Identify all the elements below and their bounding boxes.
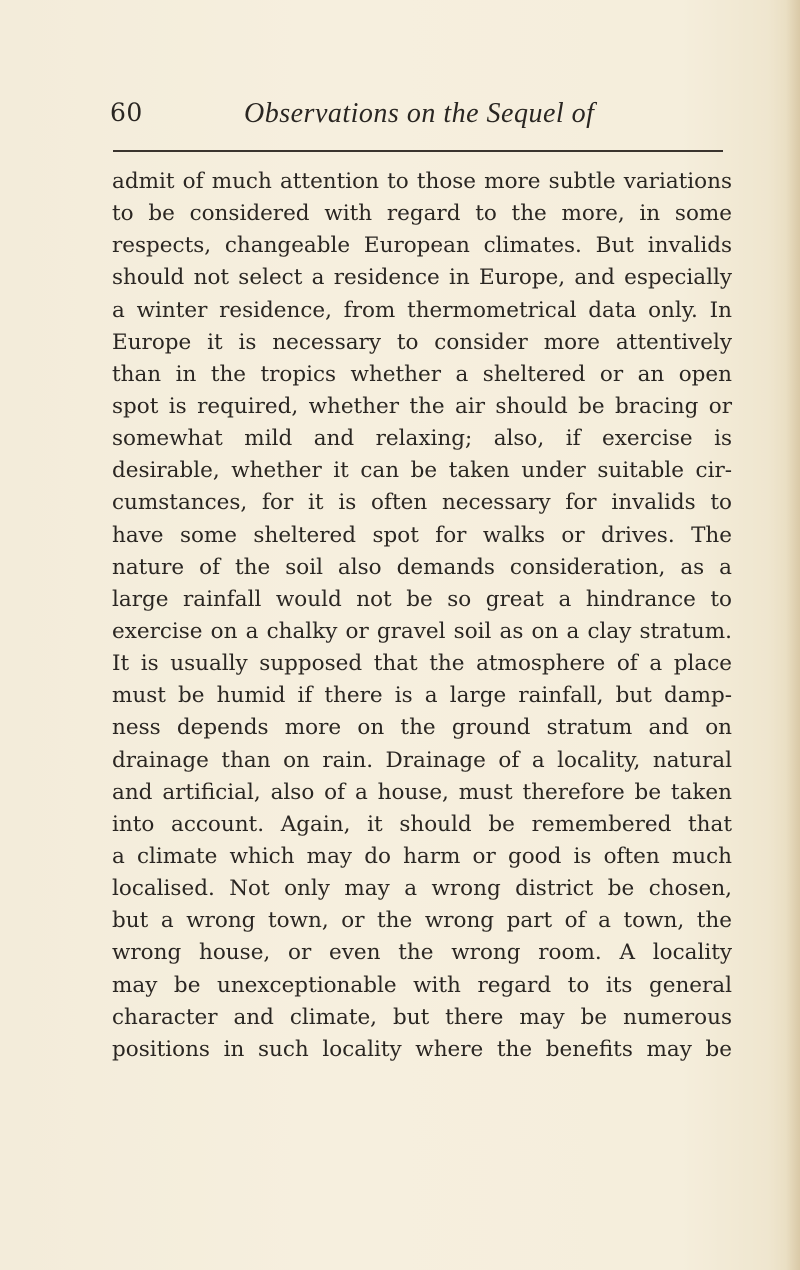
text-line: localised. Not only may a wrong district be chosen, xyxy=(112,876,732,902)
text-line: It is usually supposed that the atmosphere of a place xyxy=(112,651,732,677)
text-line: should not select a residence in Europe, and especially xyxy=(112,265,732,291)
text-line: to be considered with regard to the more, in some xyxy=(112,201,732,227)
text-line: positions in such locality where the benefits may be xyxy=(112,1036,732,1062)
text-line: exercise on a chalky or gravel soil as on a clay stratum. xyxy=(112,618,732,644)
text-line: somewhat mild and relaxing; also, if exercise is xyxy=(112,426,732,452)
text-line: a climate which may do harm or good is often much xyxy=(112,843,732,869)
text-line: than in the tropics whether a sheltered or an open xyxy=(112,361,732,387)
text-line: ness depends more on the ground stratum and on xyxy=(112,715,732,741)
text-line: large rainfall would not be so great a hindrance to xyxy=(112,586,732,612)
running-title: Observations on the Sequel of xyxy=(244,98,595,129)
text-line: desirable, whether it can be taken under suitable cir- xyxy=(112,458,732,484)
text-line: drainage than on rain. Drainage of a locality, natural xyxy=(112,747,732,773)
text-line: may be unexceptionable with regard to its general xyxy=(112,972,732,998)
page-number: 60 xyxy=(110,98,143,127)
header-rule xyxy=(113,150,723,152)
text-line: but a wrong town, or the wrong part of a town, the xyxy=(112,908,732,934)
text-line: Europe it is necessary to consider more attentively xyxy=(112,329,732,355)
text-line: into account. Again, it should be remembered that xyxy=(112,811,732,837)
text-line: nature of the soil also demands consideration, as a xyxy=(112,554,732,580)
text-line: admit of much attention to those more subtle variations xyxy=(112,169,732,194)
text-line: wrong house, or even the wrong room. A locality xyxy=(112,940,732,966)
page-edge-shadow xyxy=(786,0,800,1270)
body-text xyxy=(112,166,732,1066)
text-line: cumstances, for it is often necessary for invalids to xyxy=(112,490,732,516)
text-line: must be humid if there is a large rainfall, but damp- xyxy=(112,683,732,709)
text-line: character and climate, but there may be numerous xyxy=(112,1004,732,1030)
text-line: a winter residence, from thermometrical data only. In xyxy=(112,297,732,323)
text-line: and artificial, also of a house, must therefore be taken xyxy=(112,779,732,805)
text-line: respects, changeable European climates. But invalids xyxy=(112,233,732,259)
text-line: spot is required, whether the air should be bracing or xyxy=(112,393,732,419)
text-line: have some sheltered spot for walks or drives. The xyxy=(112,522,732,548)
running-head xyxy=(110,98,730,138)
